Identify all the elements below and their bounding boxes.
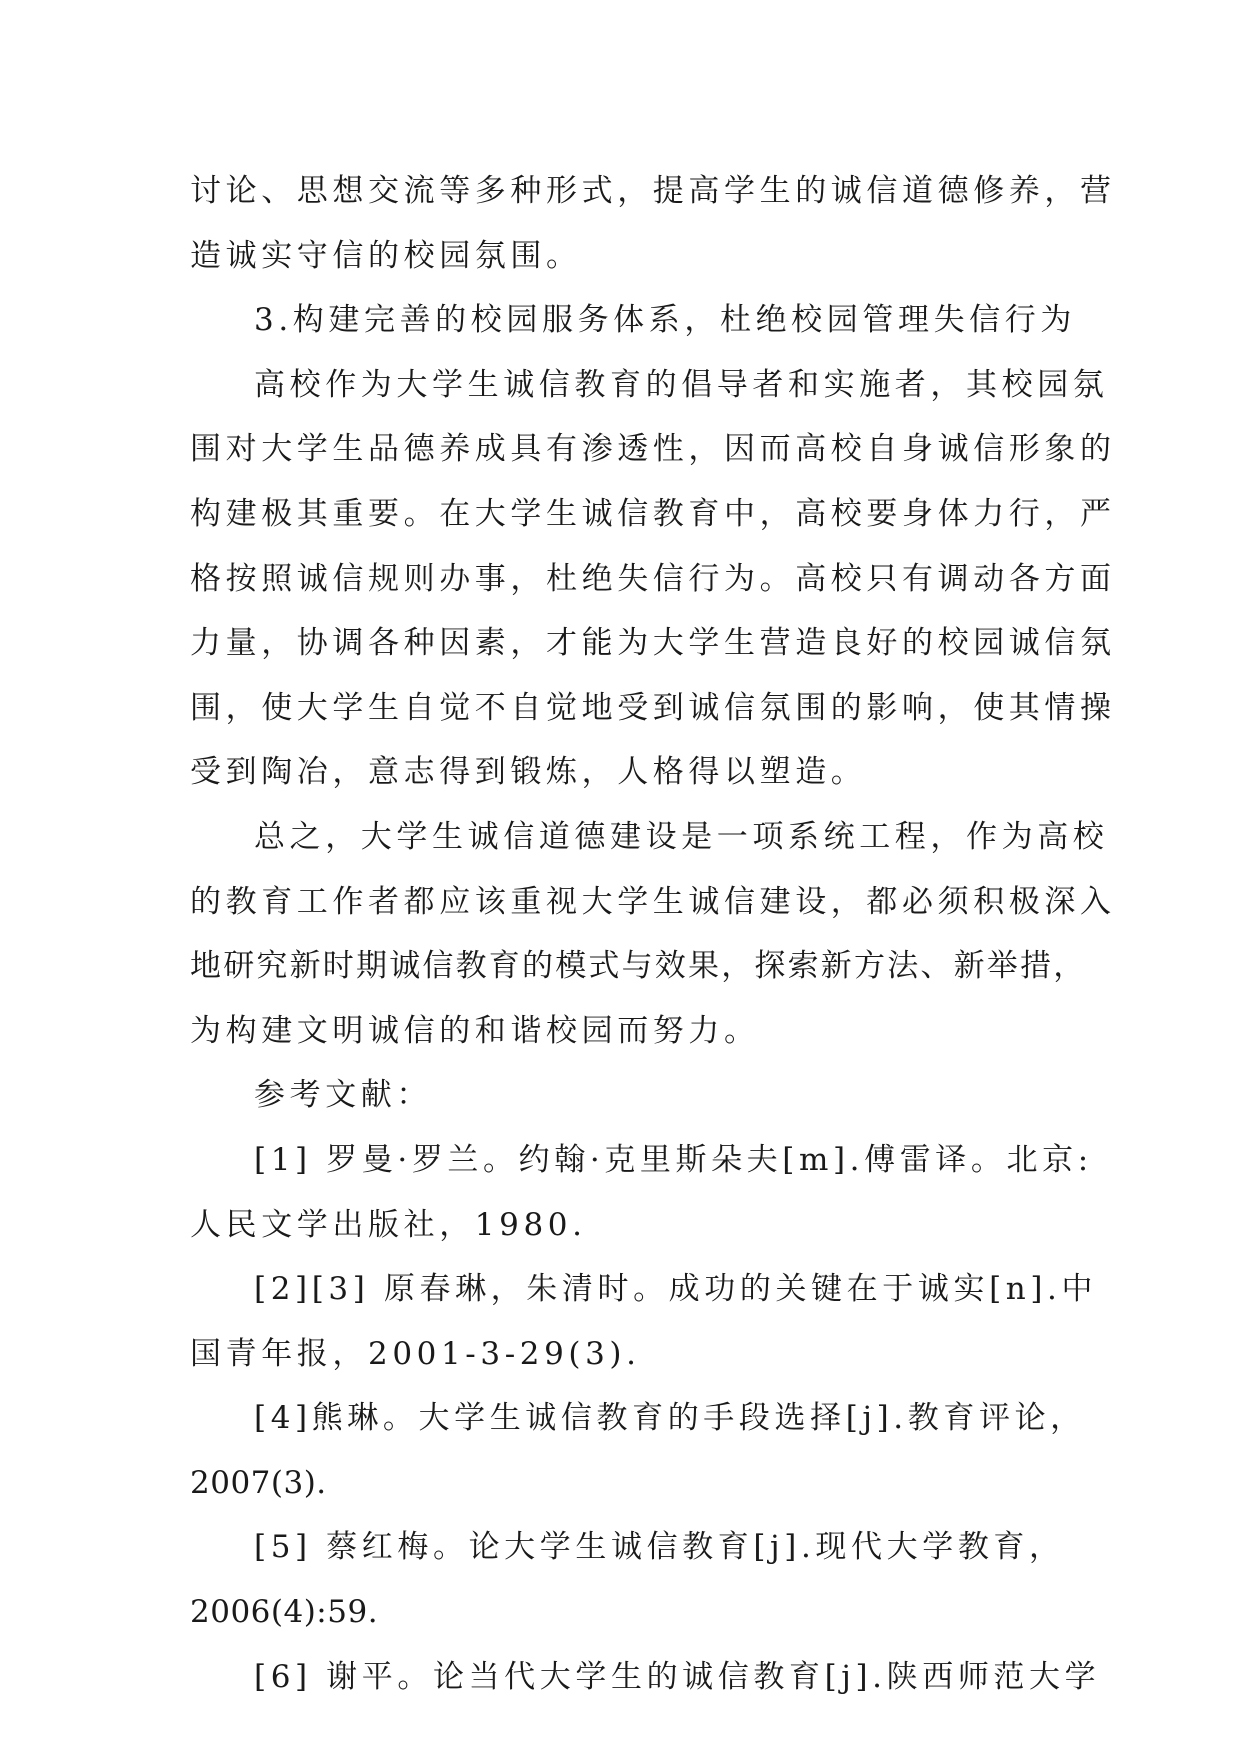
body-line-6: 构建极其重要。在大学生诚信教育中，高校要身体力行，严 <box>190 495 1116 532</box>
references-heading: 参考文献： <box>254 1077 432 1114</box>
body-line-4: 高校作为大学生诚信教育的倡导者和实施者，其校园氛 <box>254 366 1109 403</box>
body-line-8: 力量，协调各种因素，才能为大学生营造良好的校园诚信氛 <box>190 625 1116 662</box>
conclusion-line-2: 的教育工作者都应该重视大学生诚信建设，都必须积极深入 <box>190 883 1116 920</box>
document-body <box>190 159 1116 1709</box>
body-line-5: 围对大学生品德养成具有渗透性，因而高校自身诚信形象的 <box>190 431 1116 468</box>
reference-1-line-1: [1] 罗曼·罗兰。约翰·克里斯朵夫[m].傅雷译。北京: <box>254 1141 1093 1178</box>
body-line-1: 讨论、思想交流等多种形式，提高学生的诚信道德修养，营 <box>190 173 1116 209</box>
reference-5-line-2: 2006(4):59. <box>190 1594 379 1631</box>
reference-1-line-2: 人民文学出版社，1980. <box>190 1206 587 1243</box>
conclusion-line-1: 总之，大学生诚信道德建设是一项系统工程，作为高校 <box>254 818 1109 855</box>
conclusion-line-3: 地研究新时期诚信教育的模式与效果，探索新方法、新举措， <box>190 948 1087 985</box>
conclusion-line-4: 为构建文明诚信的和谐校园而努力。 <box>190 1012 760 1049</box>
reference-4-line-1: [4]熊琳。大学生诚信教育的手段选择[j].教育评论， <box>254 1400 1086 1437</box>
section-heading-3: 3.构建完善的校园服务体系，杜绝校园管理失信行为 <box>254 302 1076 339</box>
reference-6-line-1: [6] 谢平。论当代大学生的诚信教育[j].陕西师范大学 <box>254 1658 1101 1695</box>
body-line-9: 围，使大学生自觉不自觉地受到诚信氛围的影响，使其情操 <box>190 689 1116 726</box>
body-line-10: 受到陶冶，意志得到锻炼，人格得以塑造。 <box>190 754 867 791</box>
reference-2-line-2: 国青年报，2001-3-29(3). <box>190 1335 641 1372</box>
body-line-7: 格按照诚信规则办事，杜绝失信行为。高校只有调动各方面 <box>190 560 1116 597</box>
reference-4-line-2: 2007(3). <box>190 1464 327 1501</box>
reference-2-line-1: [2][3] 原春琳，朱清时。成功的关键在于诚实[n].中 <box>254 1271 1098 1308</box>
reference-5-line-1: [5] 蔡红梅。论大学生诚信教育[j].现代大学教育， <box>254 1529 1065 1566</box>
body-line-2: 造诚实守信的校园氛围。 <box>190 237 582 274</box>
